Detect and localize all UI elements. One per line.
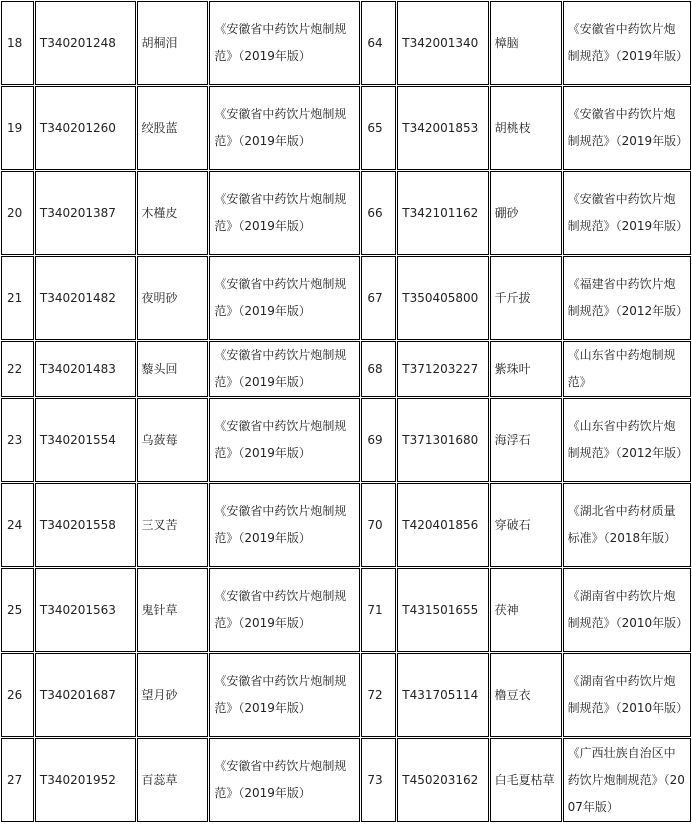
row-number: 27 (1, 738, 34, 822)
standard-cell: 《福建省中药饮片炮制规范》（2012年版） (563, 256, 691, 340)
standard-cell: 《安徽省中药饮片炮制规范》（2019年版） (209, 568, 360, 652)
code-cell: T340201482 (35, 256, 136, 340)
code-cell: T431501655 (397, 568, 488, 652)
table-row (1, 483, 691, 567)
standard-cell: 《安徽省中药饮片炮制规范》（2019年版） (209, 256, 360, 340)
table-row (1, 171, 691, 255)
code-cell: T420401856 (397, 483, 488, 567)
code-cell: T350405800 (397, 256, 488, 340)
herb-name-cell: 橹豆衣 (490, 653, 562, 737)
standard-cell: 《安徽省中药饮片炮制规范》（2019年版） (563, 1, 691, 85)
row-number: 18 (1, 1, 34, 85)
herb-name-cell: 胡桐泪 (137, 1, 209, 85)
standard-cell: 《山东省中药炮制规范》 (563, 341, 691, 397)
herb-name-cell: 硼砂 (490, 171, 562, 255)
code-cell: T342001853 (397, 86, 488, 170)
standard-cell: 《安徽省中药饮片炮制规范》（2019年版） (209, 398, 360, 482)
row-number: 71 (361, 568, 396, 652)
code-cell: T340201387 (35, 171, 136, 255)
herb-name-cell: 胡桃枝 (490, 86, 562, 170)
table-row (1, 653, 691, 737)
herb-name-cell: 紫珠叶 (490, 341, 562, 397)
herb-name-cell: 海浮石 (490, 398, 562, 482)
code-cell: T340201260 (35, 86, 136, 170)
herb-name-cell: 千斤拔 (490, 256, 562, 340)
row-number: 65 (361, 86, 396, 170)
standard-cell: 《安徽省中药饮片炮制规范》（2019年版） (209, 341, 360, 397)
standard-cell: 《湖北省中药材质量标准》（2018年版） (563, 483, 691, 567)
table-row (1, 86, 691, 170)
table-row (1, 1, 691, 85)
code-cell: T342101162 (397, 171, 488, 255)
code-cell: T340201554 (35, 398, 136, 482)
code-cell: T431705114 (397, 653, 488, 737)
herb-name-cell: 茯神 (490, 568, 562, 652)
table-row (1, 256, 691, 340)
herb-name-cell: 藜头回 (137, 341, 209, 397)
standard-cell: 《山东省中药饮片炮制规范》（2012年版） (563, 398, 691, 482)
code-cell: T371301680 (397, 398, 488, 482)
herb-name-cell: 乌蔹莓 (137, 398, 209, 482)
standard-cell: 《安徽省中药饮片炮制规范》（2019年版） (209, 653, 360, 737)
row-number: 64 (361, 1, 396, 85)
row-number: 73 (361, 738, 396, 822)
row-number: 67 (361, 256, 396, 340)
herb-name-cell: 鬼针草 (137, 568, 209, 652)
row-number: 23 (1, 398, 34, 482)
row-number: 72 (361, 653, 396, 737)
herb-name-cell: 夜明砂 (137, 256, 209, 340)
herb-name-cell: 绞股蓝 (137, 86, 209, 170)
code-cell: T340201952 (35, 738, 136, 822)
herb-name-cell: 穿破石 (490, 483, 562, 567)
row-number: 21 (1, 256, 34, 340)
standard-cell: 《安徽省中药饮片炮制规范》（2019年版） (563, 86, 691, 170)
herb-name-cell: 三叉苦 (137, 483, 209, 567)
row-number: 66 (361, 171, 396, 255)
table-row (1, 341, 691, 397)
row-number: 69 (361, 398, 396, 482)
standard-cell: 《安徽省中药饮片炮制规范》（2019年版） (209, 483, 360, 567)
row-number: 70 (361, 483, 396, 567)
standard-cell: 《安徽省中药饮片炮制规范》（2019年版） (563, 171, 691, 255)
herb-name-cell: 樟脑 (490, 1, 562, 85)
row-number: 25 (1, 568, 34, 652)
standard-cell: 《湖南省中药饮片炮制规范》（2010年版） (563, 568, 691, 652)
table-row (1, 568, 691, 652)
code-cell: T450203162 (397, 738, 488, 822)
standard-cell: 《广西壮族自治区中药饮片炮制规范》（2007年版） (563, 738, 691, 822)
row-number: 68 (361, 341, 396, 397)
code-cell: T340201563 (35, 568, 136, 652)
table-row (1, 398, 691, 482)
row-number: 24 (1, 483, 34, 567)
herb-name-cell: 百蕊草 (137, 738, 209, 822)
code-cell: T340201687 (35, 653, 136, 737)
table-row (1, 738, 691, 822)
herb-name-cell: 望月砂 (137, 653, 209, 737)
standard-cell: 《安徽省中药饮片炮制规范》（2019年版） (209, 86, 360, 170)
standard-cell: 《安徽省中药饮片炮制规范》（2019年版） (209, 1, 360, 85)
code-cell: T340201558 (35, 483, 136, 567)
standard-cell: 《安徽省中药饮片炮制规范》（2019年版） (209, 738, 360, 822)
code-cell: T342001340 (397, 1, 488, 85)
herb-name-cell: 白毛夏枯草 (490, 738, 562, 822)
row-number: 26 (1, 653, 34, 737)
row-number: 22 (1, 341, 34, 397)
standard-cell: 《湖南省中药饮片炮制规范》（2010年版） (563, 653, 691, 737)
standard-cell: 《安徽省中药饮片炮制规范》（2019年版） (209, 171, 360, 255)
code-cell: T340201483 (35, 341, 136, 397)
code-cell: T340201248 (35, 1, 136, 85)
row-number: 19 (1, 86, 34, 170)
code-cell: T371203227 (397, 341, 488, 397)
row-number: 20 (1, 171, 34, 255)
herb-name-cell: 木槿皮 (137, 171, 209, 255)
